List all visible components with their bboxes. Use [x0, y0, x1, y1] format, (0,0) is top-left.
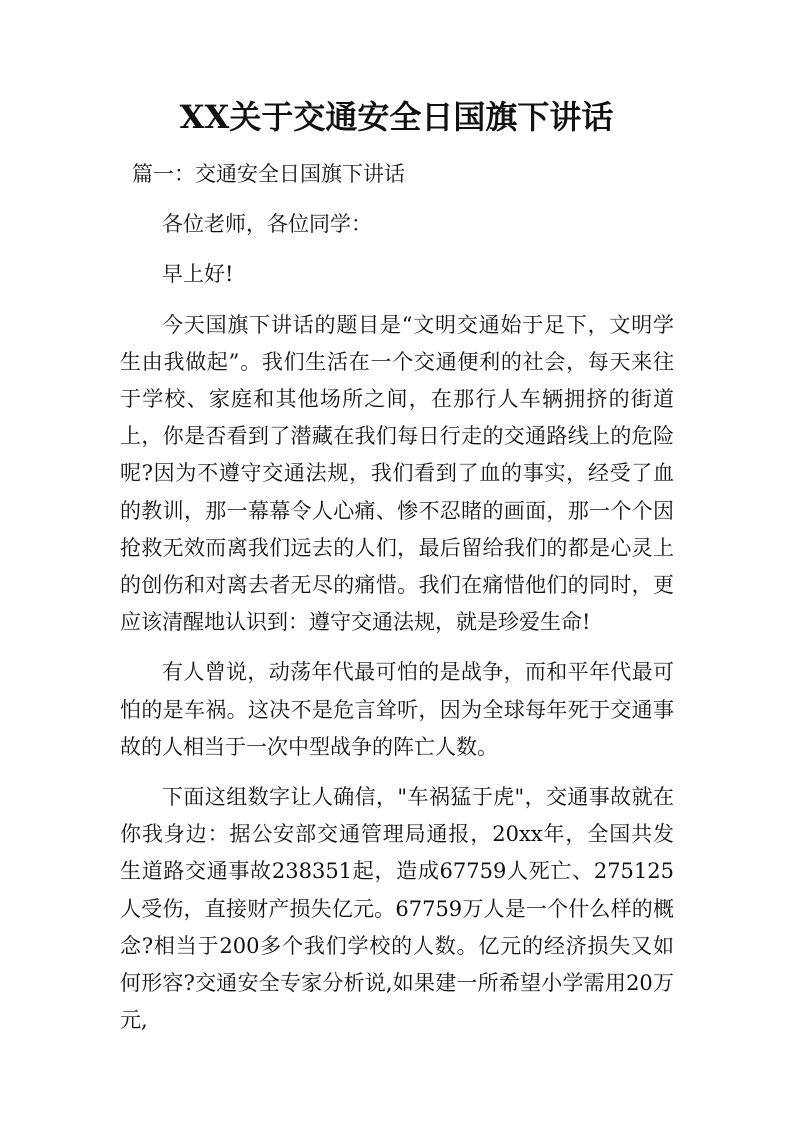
paragraph: 今天国旗下讲话的题目是“文明交通始于足下，文明学生由我做起”。我们生活在一个交通便利的社会，每天来往于学校、家庭和其他场所之间，在那行人车辆拥挤的街道上，你是否看到了潜藏在我们每日行走的交通路线上的危险呢?因为不遵守交通法规，我们看到了血的事实，经受了血的教训，那一幕幕令人心痛、惨不忍睹的画面，那一个个因抢救无效而离我们远去的人们，最后留给我们的都是心灵上的创伤和对离去者无尽的痛惜。我们在痛惜他们的同时，更应该清醒地认识到：遵守交通法规，就是珍爱生命!	[120, 312, 674, 635]
section-heading: 篇一：交通安全日国旗下讲话	[132, 162, 405, 186]
greeting: 早上好!	[162, 262, 234, 287]
salutation: 各位老师，各位同学：	[162, 212, 372, 237]
document-title: XX关于交通安全日国旗下讲话	[179, 98, 614, 136]
paragraph: 下面这组数字让人确信，"车祸猛于虎"，交通事故就在你我身边：据公安部交通管理局通报，20xx年，全国共发生道路交通事故238351起，造成67759人死亡、275125人受伤，直接财产损失亿元。67759万人是一个什么样的概念?相当于200多个我们学校的人数。亿元的经济损失又如何形容?交通安全专家分析说,如果建一所希望小学需用20万元,	[120, 785, 674, 1033]
document-body	[120, 156, 674, 1039]
paragraph: 有人曾说，动荡年代最可怕的是战争，而和平年代最可怕的是车祸。这决不是危言耸听，因为全球每年死于交通事故的人相当于一次中型战争的阵亡人数。	[120, 660, 674, 759]
